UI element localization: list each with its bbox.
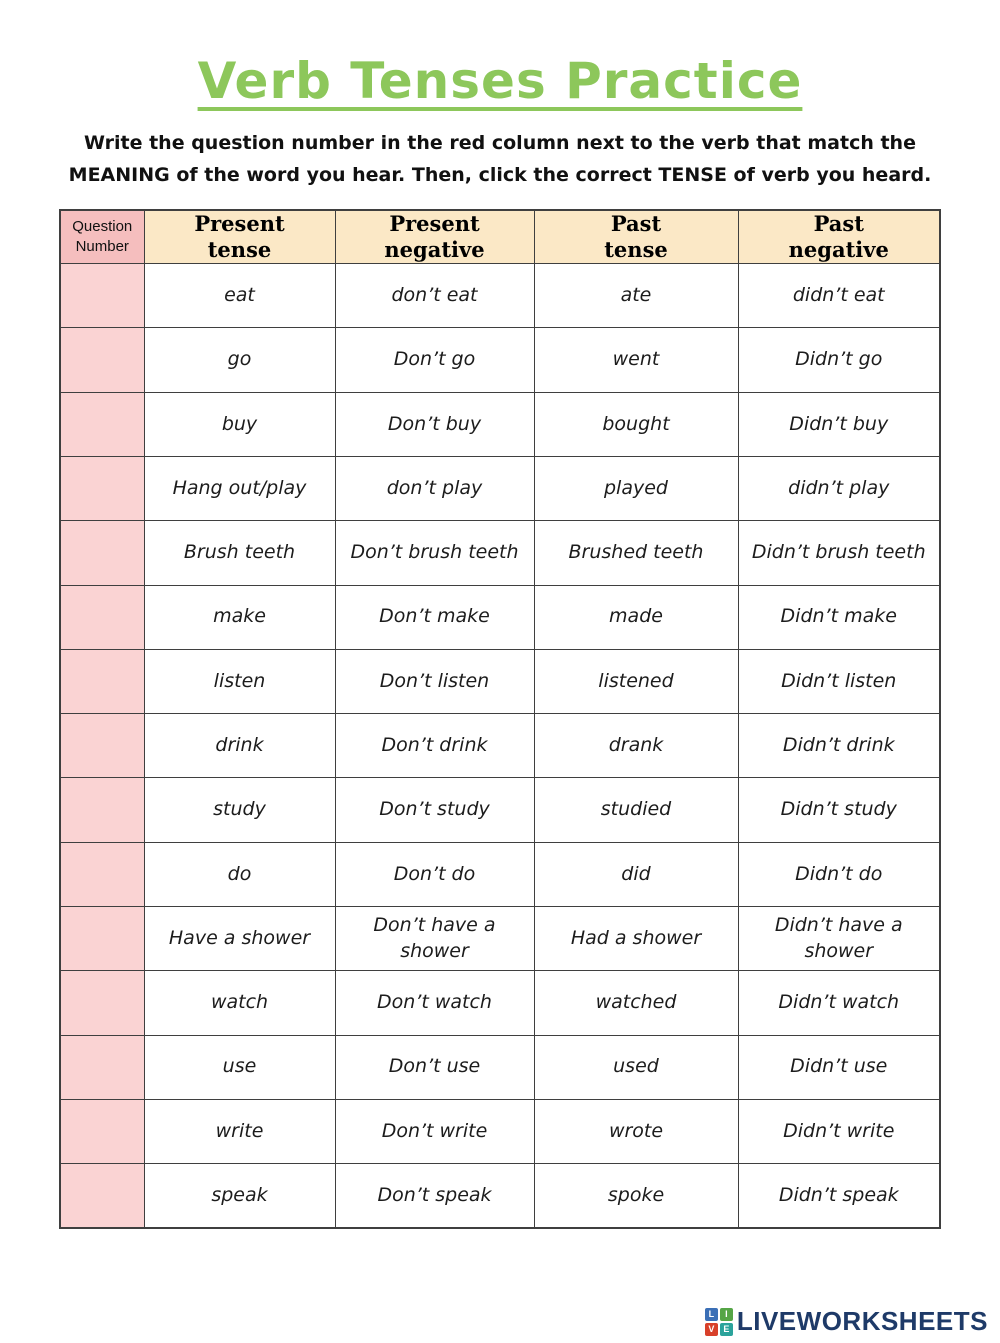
table-row <box>60 842 940 906</box>
question-number-cell[interactable] <box>60 649 144 713</box>
verb-cell-past-negative[interactable]: Didn’t watch <box>738 971 940 1035</box>
question-number-cell[interactable] <box>60 392 144 456</box>
table-row <box>60 1164 940 1228</box>
table-row <box>60 264 940 328</box>
verb-cell-past-negative[interactable]: Didn’t study <box>738 778 940 842</box>
verb-cell-present-negative[interactable]: Don’t speak <box>335 1164 534 1228</box>
verb-cell-past-negative[interactable]: Didn’t do <box>738 842 940 906</box>
verb-cell-present[interactable]: eat <box>144 264 335 328</box>
logo-letter-i: I <box>720 1308 733 1321</box>
verb-cell-past[interactable]: watched <box>534 971 738 1035</box>
verb-cell-past[interactable]: Brushed teeth <box>534 521 738 585</box>
table-row <box>60 714 940 778</box>
header-text: negative <box>788 236 889 262</box>
verb-cell-present-negative[interactable]: Don’t buy <box>335 392 534 456</box>
brand-name: LIVEWORKSHEETS <box>736 1306 988 1336</box>
logo-letter-e: E <box>720 1323 733 1336</box>
verb-cell-present-negative[interactable]: Don’t write <box>335 1099 534 1163</box>
page-title: Verb Tenses Practice <box>197 52 803 110</box>
column-header-past-negative <box>738 210 940 264</box>
verb-cell-present-negative[interactable]: Don’t study <box>335 778 534 842</box>
verb-cell-past-negative[interactable]: Didn’t write <box>738 1099 940 1163</box>
table-row <box>60 1099 940 1163</box>
verb-cell-present[interactable]: buy <box>144 392 335 456</box>
verb-cell-past[interactable]: went <box>534 328 738 392</box>
question-number-cell[interactable] <box>60 1099 144 1163</box>
verb-cell-past[interactable]: listened <box>534 649 738 713</box>
verb-cell-present-negative[interactable]: Don’t brush teeth <box>335 521 534 585</box>
table-row <box>60 521 940 585</box>
verb-cell-past[interactable]: drank <box>534 714 738 778</box>
liveworksheets-logo <box>705 1306 988 1337</box>
instructions-line-1: Write the question number in the red column next to the verb that match the <box>84 132 916 154</box>
verb-cell-present-negative[interactable]: Don’t listen <box>335 649 534 713</box>
question-number-header-line2: Number <box>75 237 129 255</box>
question-number-cell[interactable] <box>60 456 144 520</box>
verb-tenses-table <box>59 209 941 1229</box>
header-text: Present <box>389 210 480 236</box>
verb-cell-past[interactable]: wrote <box>534 1099 738 1163</box>
verb-cell-present-negative[interactable]: Don’t have a shower <box>335 907 534 971</box>
verb-cell-present[interactable]: do <box>144 842 335 906</box>
verb-cell-present[interactable]: drink <box>144 714 335 778</box>
header-text: tense <box>604 236 668 262</box>
verb-cell-present-negative[interactable]: Don’t go <box>335 328 534 392</box>
verb-cell-past-negative[interactable]: didn’t eat <box>738 264 940 328</box>
logo-letter-v: V <box>705 1323 718 1336</box>
verb-cell-present[interactable]: write <box>144 1099 335 1163</box>
verb-cell-present-negative[interactable]: Don’t drink <box>335 714 534 778</box>
verb-cell-past[interactable]: bought <box>534 392 738 456</box>
verb-cell-present[interactable]: Hang out/play <box>144 456 335 520</box>
verb-cell-past-negative[interactable]: didn’t play <box>738 456 940 520</box>
question-number-cell[interactable] <box>60 714 144 778</box>
verb-cell-present[interactable]: use <box>144 1035 335 1099</box>
table-header-row <box>60 210 940 264</box>
table-row <box>60 778 940 842</box>
header-text: Past <box>610 210 662 236</box>
column-header-past-tense <box>534 210 738 264</box>
question-number-cell[interactable] <box>60 585 144 649</box>
verb-cell-past[interactable]: did <box>534 842 738 906</box>
verb-cell-present[interactable]: watch <box>144 971 335 1035</box>
verb-cell-past[interactable]: spoke <box>534 1164 738 1228</box>
verb-cell-present[interactable]: listen <box>144 649 335 713</box>
verb-cell-present[interactable]: study <box>144 778 335 842</box>
verb-cell-past-negative[interactable]: Didn’t buy <box>738 392 940 456</box>
question-number-cell[interactable] <box>60 521 144 585</box>
verb-cell-present[interactable]: make <box>144 585 335 649</box>
verb-cell-present[interactable]: Have a shower <box>144 907 335 971</box>
table-row <box>60 456 940 520</box>
verb-cell-present-negative[interactable]: Don’t make <box>335 585 534 649</box>
verb-cell-present-negative[interactable]: don’t eat <box>335 264 534 328</box>
question-number-header-line1: Question <box>72 217 133 235</box>
header-text: Past <box>813 210 864 236</box>
verb-cell-past[interactable]: Had a shower <box>534 907 738 971</box>
verb-cell-past[interactable]: used <box>534 1035 738 1099</box>
verb-cell-present-negative[interactable]: Don’t watch <box>335 971 534 1035</box>
instructions-line-2: MEANING of the word you hear. Then, click the correct TENSE of verb you heard. <box>68 164 932 187</box>
question-number-cell[interactable] <box>60 1164 144 1228</box>
question-number-cell[interactable] <box>60 328 144 392</box>
verb-cell-past-negative[interactable]: Didn’t drink <box>738 714 940 778</box>
table-row <box>60 392 940 456</box>
verb-cell-past-negative[interactable]: Didn’t go <box>738 328 940 392</box>
column-header-present-tense <box>144 210 335 264</box>
header-text: tense <box>207 236 272 262</box>
table-body <box>60 264 940 1228</box>
question-number-cell[interactable] <box>60 1035 144 1099</box>
table-row <box>60 649 940 713</box>
question-number-cell[interactable] <box>60 907 144 971</box>
verb-cell-past-negative[interactable]: Didn’t brush teeth <box>738 521 940 585</box>
verb-cell-present[interactable]: speak <box>144 1164 335 1228</box>
verb-cell-past-negative[interactable]: Didn’t speak <box>738 1164 940 1228</box>
verb-cell-past-negative[interactable]: Didn’t use <box>738 1035 940 1099</box>
verb-cell-past-negative[interactable]: Didn’t have a shower <box>738 907 940 971</box>
question-number-cell[interactable] <box>60 971 144 1035</box>
liveworksheets-logo-icon <box>705 1308 733 1336</box>
table-row <box>60 971 940 1035</box>
table-row <box>60 585 940 649</box>
question-number-cell[interactable] <box>60 264 144 328</box>
verb-cell-past-negative[interactable]: Didn’t listen <box>738 649 940 713</box>
table-row <box>60 1035 940 1099</box>
verb-cell-present[interactable]: Brush teeth <box>144 521 335 585</box>
verb-cell-past[interactable]: studied <box>534 778 738 842</box>
verb-cell-past-negative[interactable]: Didn’t make <box>738 585 940 649</box>
verb-cell-present[interactable]: go <box>144 328 335 392</box>
table-row <box>60 907 940 971</box>
column-header-present-negative <box>335 210 534 264</box>
header-text: Present <box>194 210 285 236</box>
instructions <box>0 127 1000 192</box>
verb-cell-past[interactable]: ate <box>534 264 738 328</box>
table-row <box>60 328 940 392</box>
verb-cell-present-negative[interactable]: Don’t do <box>335 842 534 906</box>
verb-cell-present-negative[interactable]: don’t play <box>335 456 534 520</box>
question-number-cell[interactable] <box>60 778 144 842</box>
question-number-cell[interactable] <box>60 842 144 906</box>
verb-cell-present-negative[interactable]: Don’t use <box>335 1035 534 1099</box>
worksheet-page <box>0 52 1000 1343</box>
verb-cell-past[interactable]: made <box>534 585 738 649</box>
verb-cell-past[interactable]: played <box>534 456 738 520</box>
logo-letter-l: L <box>705 1308 718 1321</box>
question-number-header <box>60 210 144 264</box>
header-text: negative <box>384 236 485 262</box>
